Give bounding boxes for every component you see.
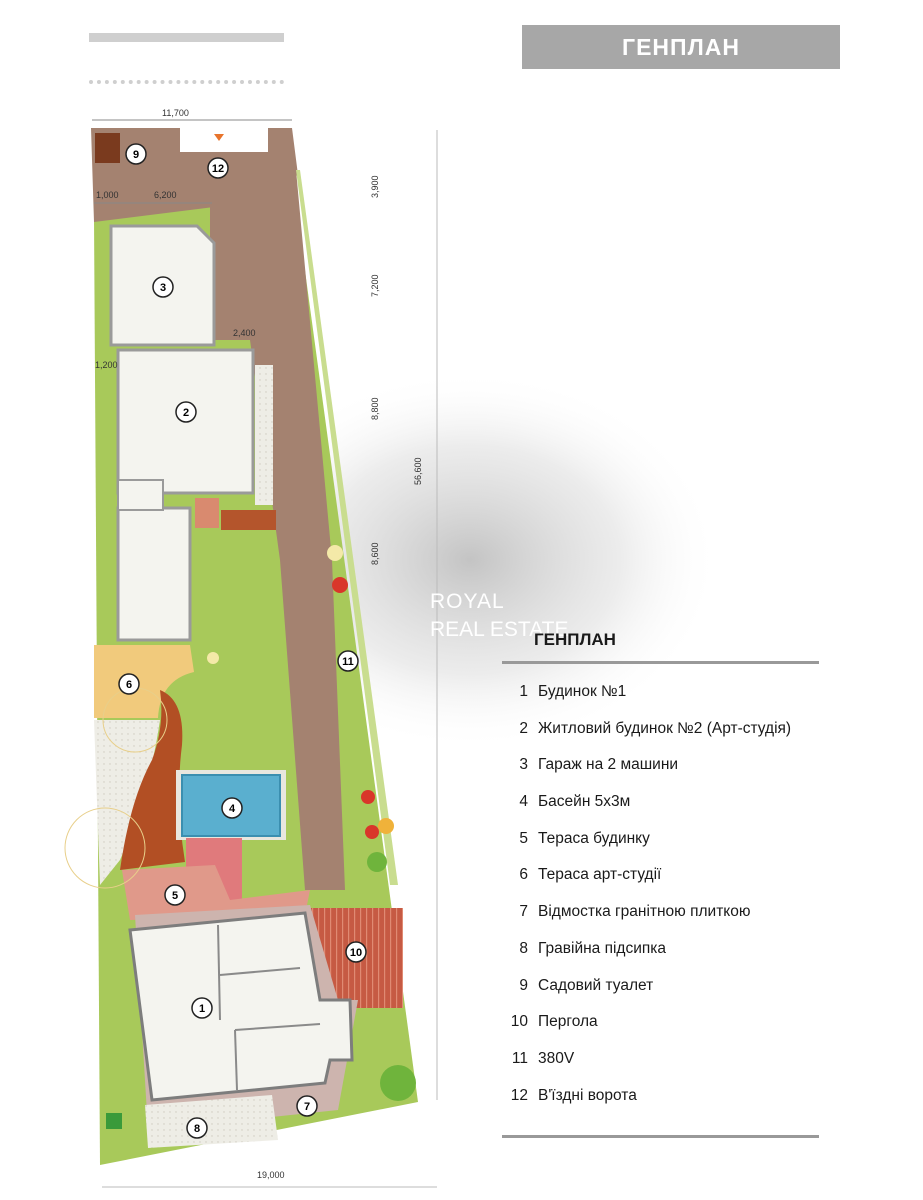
legend-number: 5 [519, 829, 528, 847]
legend-number: 12 [510, 1086, 528, 1104]
dim-total: 56,600 [413, 457, 423, 485]
steps-terrace [195, 498, 219, 528]
plan-marker-label: 11 [342, 656, 354, 668]
legend-label: Пергола [538, 1013, 598, 1031]
dim-3900: 3,900 [370, 175, 380, 198]
tree-icon [380, 1065, 416, 1101]
dim-8600: 8,600 [370, 542, 380, 565]
dim-1200: 1,200 [95, 360, 118, 370]
legend-label: Басейн 5х3м [538, 793, 631, 811]
legend-number: 8 [519, 939, 528, 957]
plan-marker-label: 8 [193, 1123, 201, 1135]
legend-bottom-rule [502, 1135, 819, 1138]
tree-icon [365, 825, 379, 839]
tree-icon [367, 852, 387, 872]
legend-number: 6 [519, 866, 528, 884]
legend-number: 11 [511, 1049, 528, 1067]
tree-icon [332, 577, 348, 593]
plan-marker-label: 9 [132, 149, 140, 161]
art-studio-link [118, 480, 163, 510]
legend-item [502, 940, 832, 977]
tree-icon [327, 545, 343, 561]
legend-number: 7 [519, 903, 528, 921]
tree-icon [207, 652, 219, 664]
legend-title: ГЕНПЛАН [534, 630, 616, 649]
legend-number: 4 [519, 793, 528, 811]
legend-item [502, 720, 832, 757]
studio-gravel [255, 365, 273, 505]
dim-garage-width: 6,200 [154, 190, 177, 200]
legend-label: В'їздні ворота [538, 1086, 637, 1104]
dim-top-width: 11,700 [162, 108, 189, 118]
legend-item [502, 1087, 832, 1124]
legend-item [502, 977, 832, 1014]
dim-7200: 7,200 [370, 274, 380, 297]
dim-8800: 8,800 [370, 397, 380, 420]
legend-label: 380V [538, 1049, 575, 1067]
page-title-banner: ГЕНПЛАН [522, 25, 840, 69]
legend-number: 10 [510, 1013, 528, 1031]
legend-top-rule [502, 661, 819, 664]
dim-bottom-width: 19,000 [257, 1170, 285, 1180]
watermark-text: ROYAL [430, 590, 505, 613]
legend-label: Гараж на 2 машини [538, 756, 679, 774]
plan-marker-label: 7 [303, 1101, 311, 1113]
tree-icon [378, 818, 394, 834]
legend-label: Житловий будинок №2 (Арт-студія) [538, 719, 792, 737]
dim-2400: 2,400 [233, 328, 256, 338]
plan-marker-label: 10 [349, 947, 363, 959]
legend-label: Тераса арт-студії [538, 866, 662, 884]
plan-marker-label: 3 [159, 282, 167, 294]
legend-item [502, 1013, 832, 1050]
legend-item [502, 793, 832, 830]
art-studio-lower [118, 508, 190, 640]
legend-label: Садовий туалет [538, 976, 654, 994]
plan-marker-label: 1 [198, 1003, 206, 1015]
legend-number: 1 [519, 683, 528, 700]
legend-item [502, 830, 832, 867]
plan-marker-label: 2 [182, 407, 190, 419]
watermark-text: REAL ESTATE [430, 618, 569, 641]
legend-item [502, 866, 832, 903]
dim-left-offset: 1,000 [96, 190, 119, 200]
plan-marker-label: 6 [125, 679, 133, 691]
legend-list [502, 683, 832, 1123]
plan-marker-label: 4 [228, 803, 236, 815]
garden-bed [106, 1113, 122, 1129]
legend-item [502, 756, 832, 793]
plan-marker-label: 12 [211, 163, 225, 175]
gate-gap [180, 128, 268, 152]
legend-number: 3 [519, 756, 528, 774]
legend-item [502, 683, 832, 720]
legend-label: Гравійна підсипка [538, 939, 667, 957]
tree-icon [361, 790, 375, 804]
legend-number: 2 [519, 719, 528, 737]
outhouse [95, 133, 120, 163]
legend-item [502, 903, 832, 940]
legend-label: Відмостка гранітною плиткою [538, 903, 751, 921]
legend-label: Будинок №1 [538, 683, 627, 700]
legend-number: 9 [519, 976, 528, 994]
legend-item [502, 1050, 832, 1087]
plan-marker-label: 5 [171, 890, 179, 902]
legend-label: Тераса будинку [538, 829, 650, 847]
wood-deck [221, 510, 276, 530]
